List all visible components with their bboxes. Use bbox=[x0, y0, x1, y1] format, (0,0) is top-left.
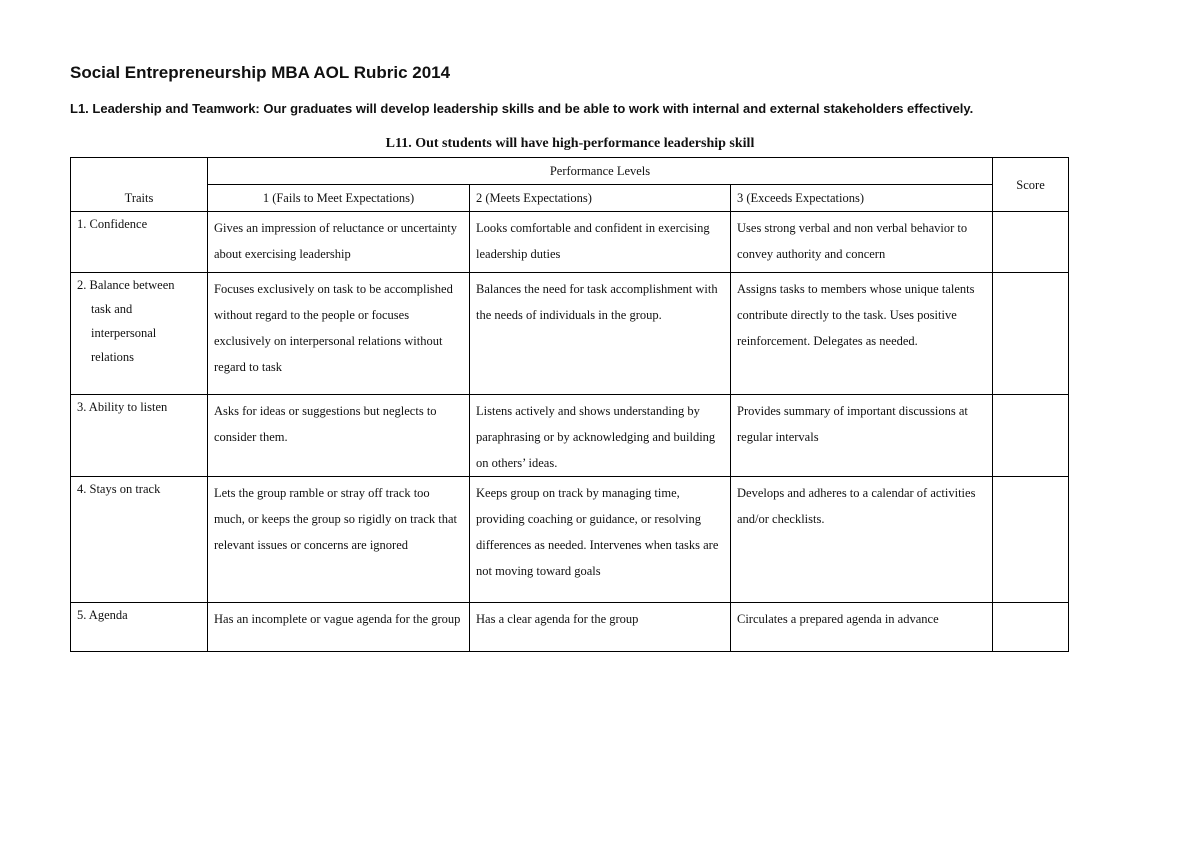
level3-cell: Circulates a prepared agenda in advance bbox=[731, 603, 993, 652]
level2-cell: Looks comfortable and confident in exercising leadership duties bbox=[470, 212, 731, 273]
level3-cell: Assigns tasks to members whose unique talents contribute directly to the task. Uses positive reinforcement. Delegates as needed. bbox=[731, 273, 993, 395]
rubric-table bbox=[70, 157, 1069, 652]
table-caption: L11. Out students will have high-performance leadership skill bbox=[385, 136, 755, 151]
trait-line: relations bbox=[91, 350, 135, 364]
score-cell[interactable] bbox=[993, 212, 1069, 273]
trait-cell: 5. Agenda bbox=[71, 603, 208, 652]
score-cell[interactable] bbox=[993, 395, 1069, 477]
table-header-row bbox=[71, 158, 1069, 185]
table-row bbox=[71, 603, 1069, 652]
level3-cell: Uses strong verbal and non verbal behavior to convey authority and concern bbox=[731, 212, 993, 273]
score-cell[interactable] bbox=[993, 273, 1069, 395]
trait-line: interpersonal bbox=[91, 326, 157, 340]
table-subheader-row bbox=[71, 185, 1069, 212]
level2-cell: Keeps group on track by managing time, providing coaching or guidance, or resolving differences as needed. Intervenes when tasks are not moving toward goals bbox=[470, 477, 731, 603]
level1-header: 1 (Fails to Meet Expectations) bbox=[208, 185, 470, 212]
trait-cell: 1. Confidence bbox=[71, 212, 208, 273]
document-title: Social Entrepreneurship MBA AOL Rubric 2014 bbox=[70, 63, 451, 82]
level1-cell: Focuses exclusively on task to be accomplished without regard to the people or focuses exclusively on interpersonal relations without regard to task bbox=[208, 273, 470, 395]
level1-cell: Has an incomplete or vague agenda for the group bbox=[208, 603, 470, 652]
table-row bbox=[71, 273, 1069, 395]
score-cell[interactable] bbox=[993, 477, 1069, 603]
level2-cell: Balances the need for task accomplishment with the needs of individuals in the group. bbox=[470, 273, 731, 395]
trait-cell: 3. Ability to listen bbox=[71, 395, 208, 477]
trait-cell: 4. Stays on track bbox=[71, 477, 208, 603]
level1-cell: Lets the group ramble or stray off track too much, or keeps the group so rigidly on track that relevant issues or concerns are ignored bbox=[208, 477, 470, 603]
trait-cell bbox=[71, 273, 208, 395]
trait-line: task and bbox=[91, 302, 133, 316]
level2-cell: Listens actively and shows understanding by paraphrasing or by acknowledging and building on others’ ideas. bbox=[470, 395, 731, 477]
score-cell[interactable] bbox=[993, 603, 1069, 652]
level1-cell: Asks for ideas or suggestions but neglects to consider them. bbox=[208, 395, 470, 477]
table-row bbox=[71, 395, 1069, 477]
level2-header: 2 (Meets Expectations) bbox=[470, 185, 731, 212]
performance-levels-header: Performance Levels bbox=[208, 158, 993, 185]
traits-header: Traits bbox=[71, 158, 208, 212]
level3-cell: Develops and adheres to a calendar of activities and/or checklists. bbox=[731, 477, 993, 603]
table-row bbox=[71, 477, 1069, 603]
level3-header: 3 (Exceeds Expectations) bbox=[731, 185, 993, 212]
learning-goal-subtitle: L1. Leadership and Teamwork: Our graduates will develop leadership skills and be able to work with internal and external stakeholders effectively. bbox=[70, 101, 974, 116]
level3-cell: Provides summary of important discussions at regular intervals bbox=[731, 395, 993, 477]
table-row bbox=[71, 212, 1069, 273]
score-header: Score bbox=[993, 158, 1069, 212]
trait-line: 2. Balance between bbox=[77, 278, 175, 292]
level2-cell: Has a clear agenda for the group bbox=[470, 603, 731, 652]
level1-cell: Gives an impression of reluctance or uncertainty about exercising leadership bbox=[208, 212, 470, 273]
